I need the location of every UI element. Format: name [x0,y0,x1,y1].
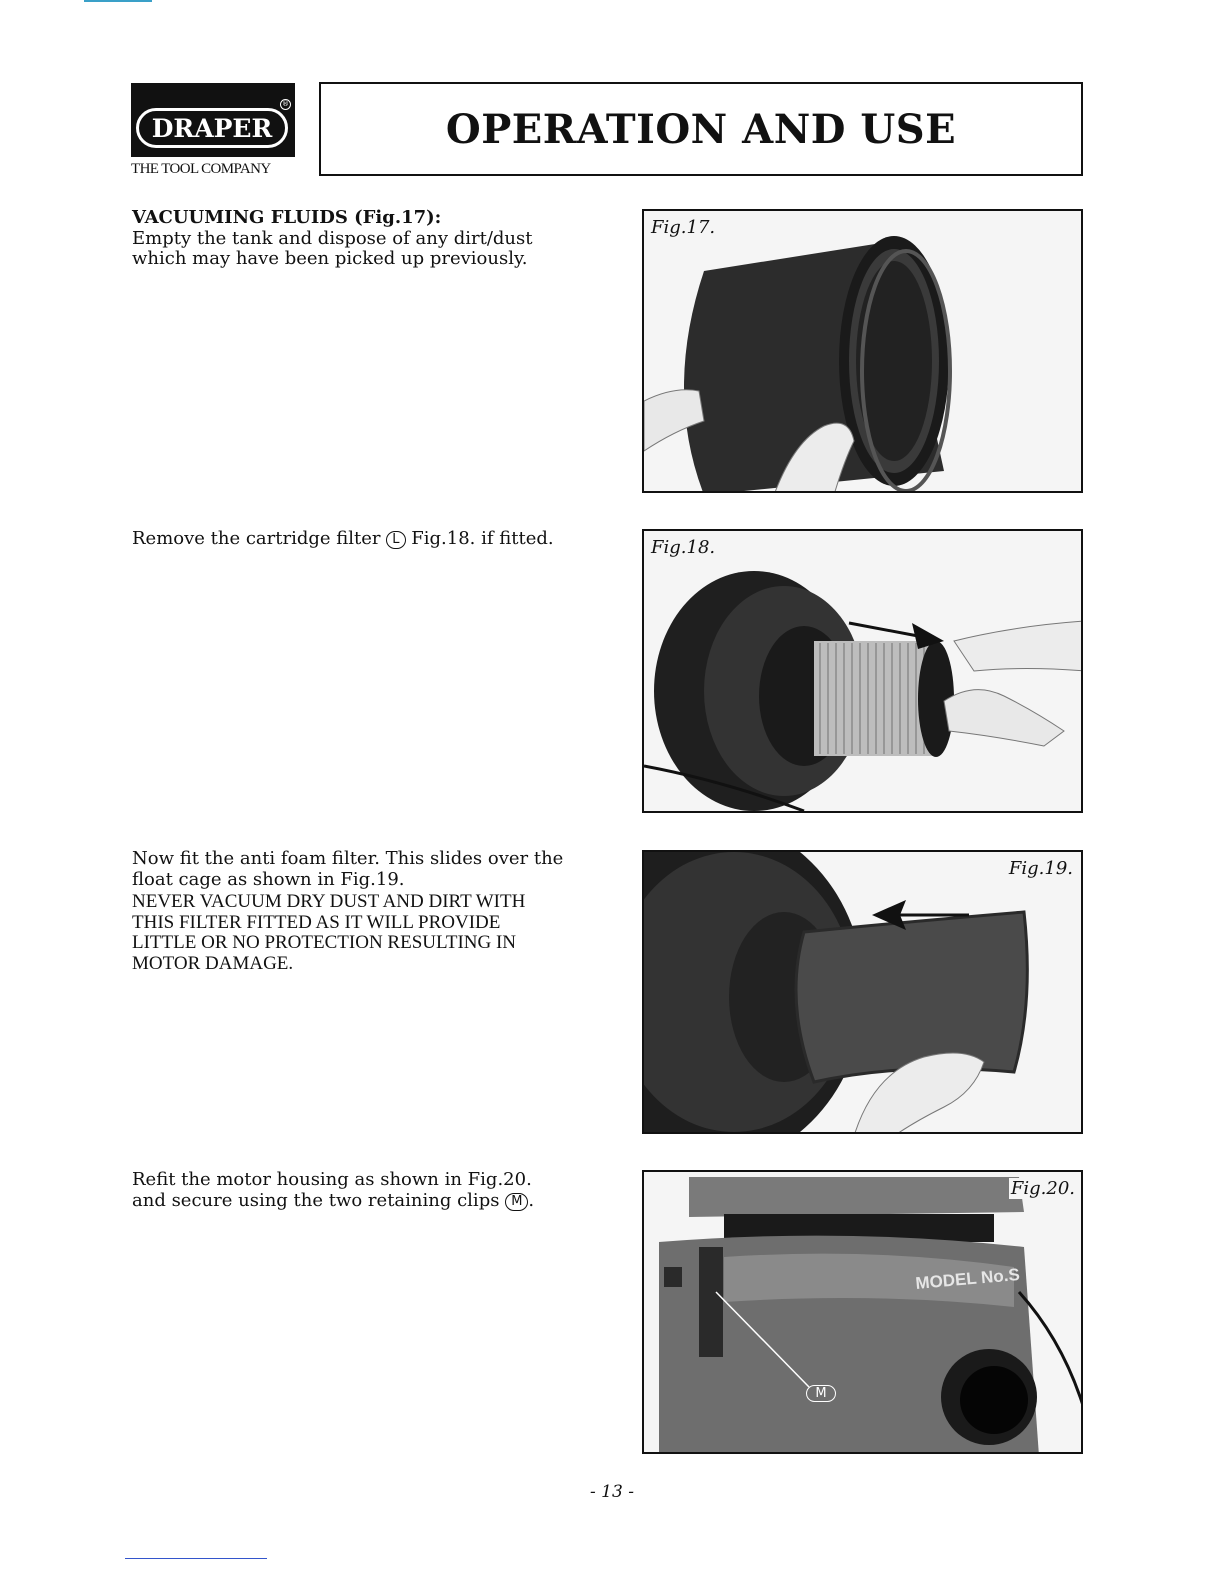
fig20-photo [644,1172,1083,1454]
logo-pill [136,108,288,148]
section-text: Remove the cartridge filter [132,528,381,549]
top-edge-line [84,0,152,2]
section-text-2: and secure using the two retaining clips [132,1189,500,1211]
figure-17 [642,209,1083,493]
section-refit-motor-housing [132,1170,592,1211]
section-text: Refit the motor housing as shown in Fig.20. [132,1169,532,1190]
figure-label: Fig.18. [651,537,716,558]
registered-mark: ® [282,100,289,108]
logo-brand: DRAPER [151,113,273,143]
section-anti-foam-filter [132,849,572,974]
section-text: Now fit the anti foam filter. This slides over the float cage as shown in Fig.19. [132,848,564,890]
bottom-edge-line [125,1558,267,1559]
page-title-box [319,82,1083,176]
section-heading: VACUUMING FLUIDS (Fig.17): [132,207,442,228]
figure-20 [642,1170,1083,1454]
figure-18 [642,529,1083,813]
figure-label: Fig.17. [651,217,716,238]
fig18-photo [644,531,1083,813]
marker-l: L [386,531,405,549]
section-cartridge-filter [132,529,602,550]
fig19-photo [644,852,1083,1134]
figure-19 [642,850,1083,1134]
callout-m-marker [806,1385,836,1402]
draper-logo [131,83,295,178]
section-text: Empty the tank and dispose of any dirt/dust which may have been picked up previously. [132,227,533,269]
warning-text: NEVER VACUUM DRY DUST AND DIRT WITH THIS FILTER FITTED AS IT WILL PROVIDE LITTLE OR NO PROTECTION RESULTING IN MOTOR DAMAGE. [132,891,526,974]
figure-label: Fig.20. [1010,1178,1075,1199]
fig17-photo [644,211,1083,493]
section-text-end: Fig.18. if fitted. [411,528,554,549]
logo-tagline: THE TOOL COMPANY [131,161,271,177]
figure-label: Fig.19. [1008,858,1073,879]
section-vacuuming-fluids [132,208,582,270]
page-number: - 13 - [590,1482,634,1502]
page-title: OPERATION AND USE [445,105,957,153]
logo-badge [131,83,295,157]
model-number-label: MODEL No.S [914,1264,1021,1293]
callout-m-label: M [815,1386,827,1401]
section-text-end: . [528,1189,535,1211]
marker-m: M [505,1193,528,1211]
